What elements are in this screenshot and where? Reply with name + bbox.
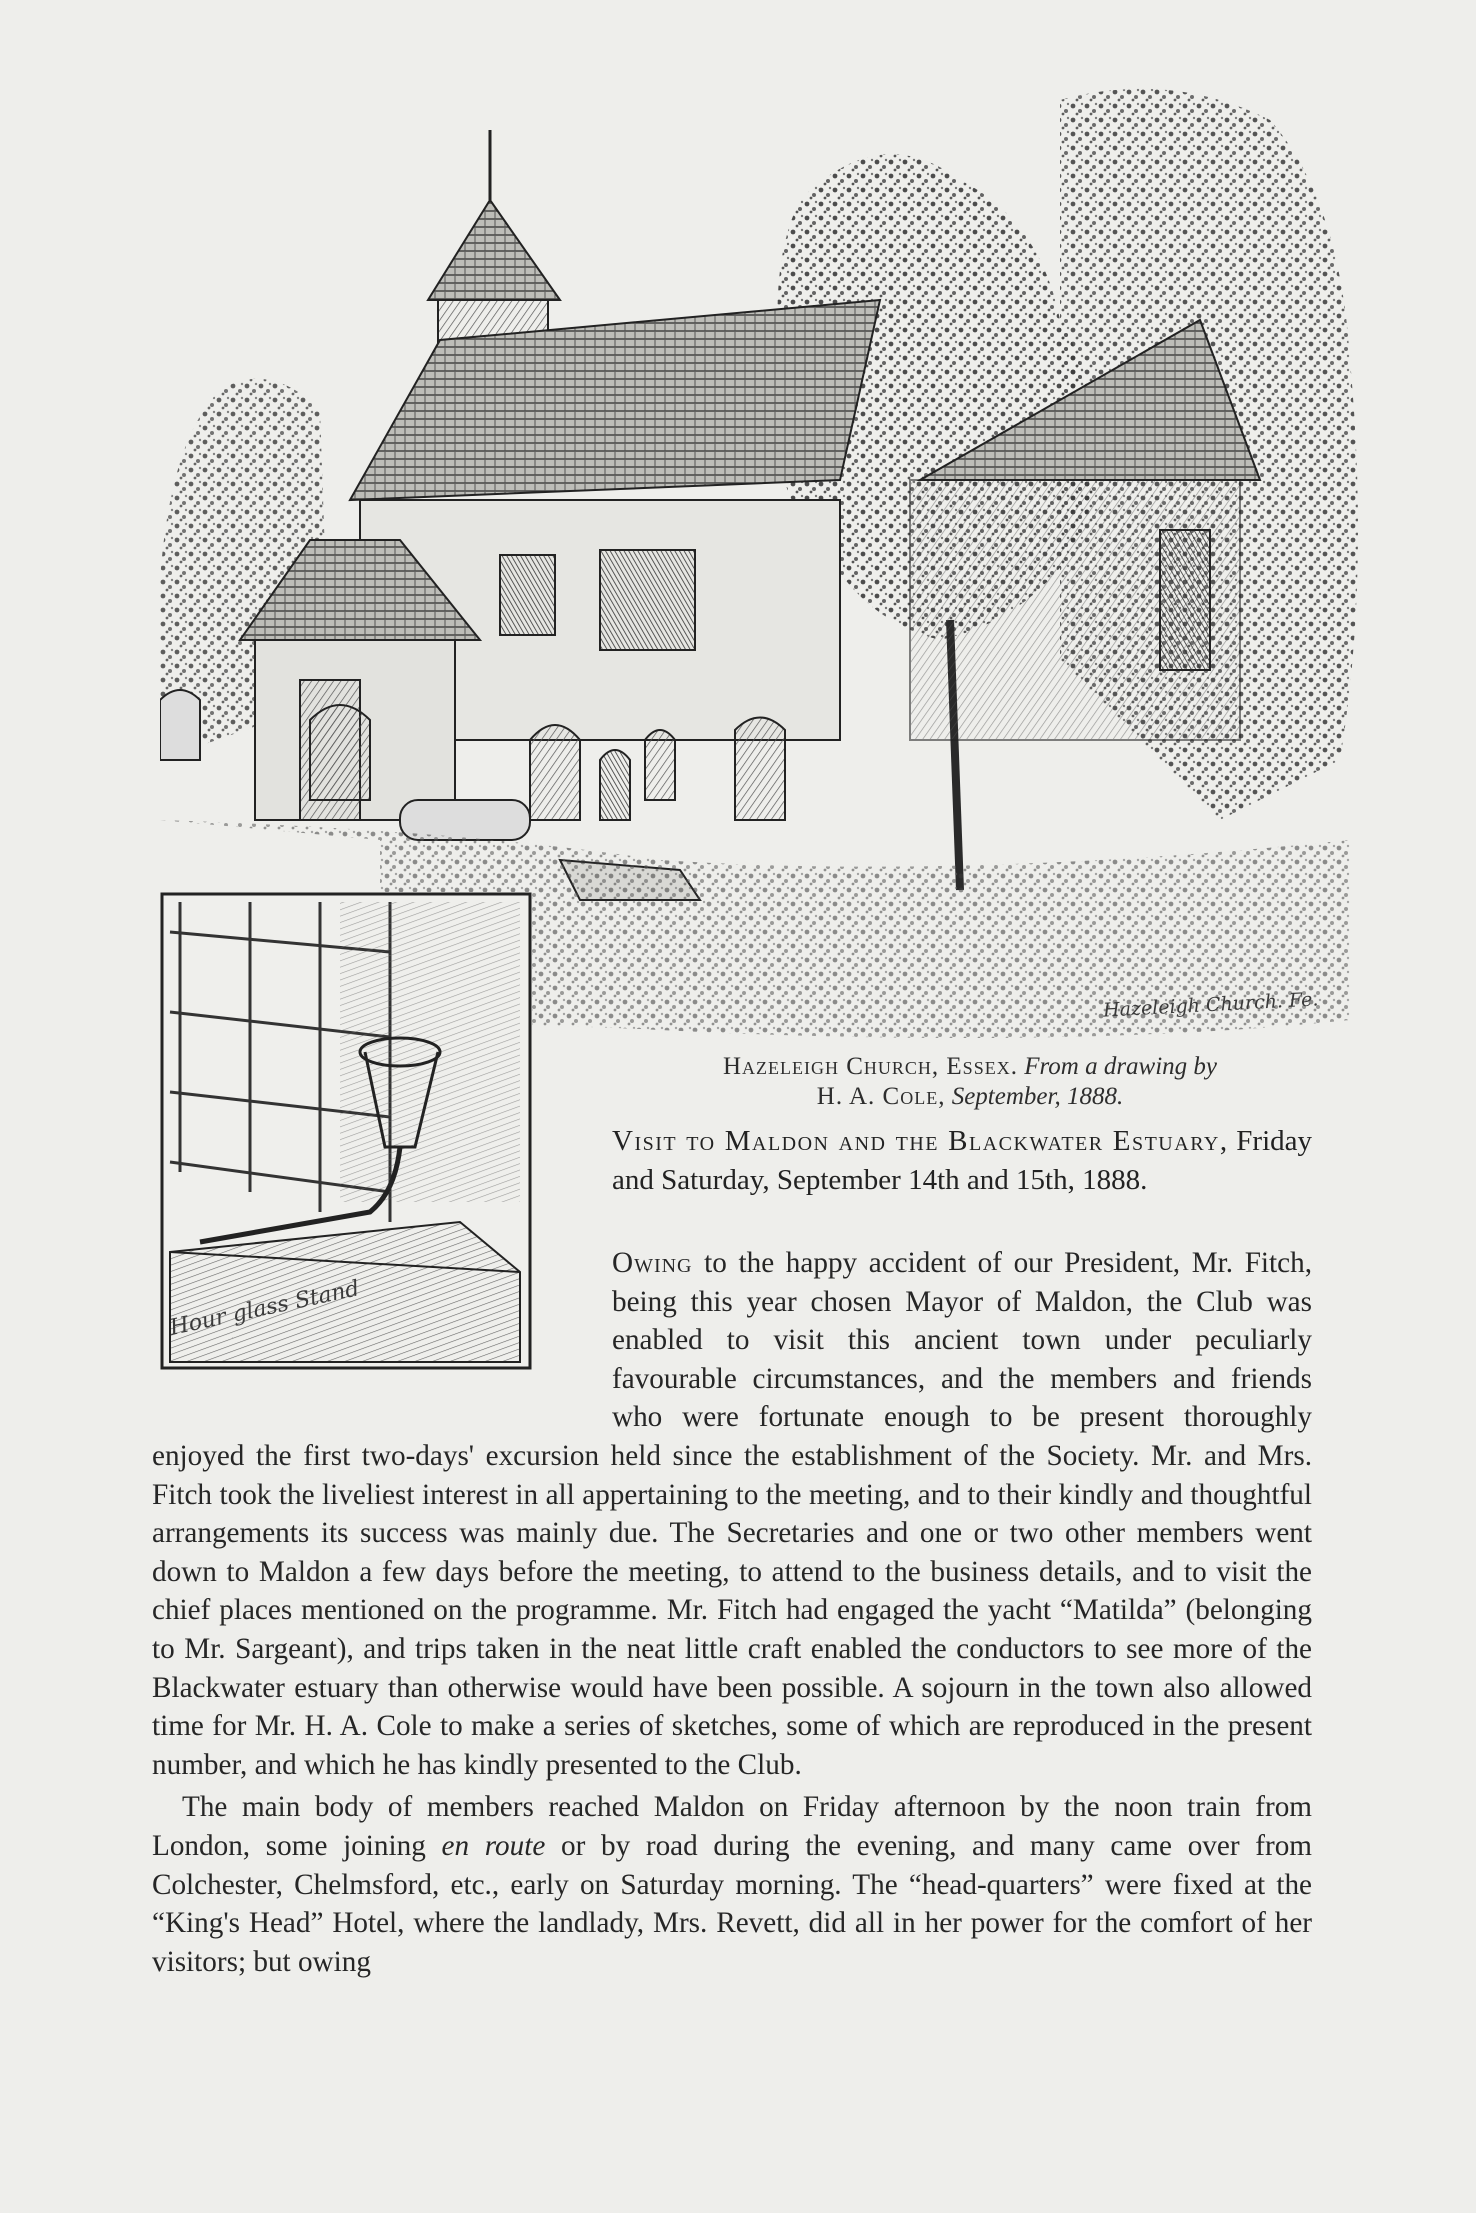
paragraph-2-text-b: or by road during the evening, and many came over from Colchester, Chelmsford, etc., early on Saturday morning. The “head-quarters” were fixed at the “King's Head” Hotel, where the landlady, Mrs. Revett, did all in her power for the comfort of her visitors; but owing bbox=[152, 1829, 1312, 1978]
caption-date: September, 1888. bbox=[951, 1083, 1124, 1110]
paragraph-2-text-a: The main body of members reached Maldon on Friday afternoon by the noon train from London, some joining bbox=[152, 1791, 1312, 1862]
paragraph-1-text: to the happy accident of our President, Mr. Fitch, being this year chosen Mayor of Maldon, the Club was enabled to visit this ancient town under peculiarly favourable circumstances, and the members and friends who were fortunate enough to be present thoroughly enjoyed the first two-days' excursion held since the establishment of the Society. Mr. and Mrs. Fitch took the liveliest interest in all appertaining to the meeting, and to their kindly and thoughtful arrangements its success was mainly due. The Secretaries and one or two other members went down to Maldon a few days before the meeting, to attend to the business details, and to visit the chief places mentioned on the programme. Mr. Fitch had engaged the yacht “Matilda” (belonging to Mr. Sargeant), and trips taken in the neat little craft enabled the conductors to see more of the Blackwater estuary than otherwise would have been possible. A sojourn in the town also allowed time for Mr. H. A. Cole to make a series of sketches, some of which are reproduced in the present number, and which he has kindly presented to the Club. bbox=[152, 1247, 1312, 1781]
figure-caption bbox=[620, 1052, 1320, 1112]
inset-wrap-spacer bbox=[152, 1244, 612, 1434]
paragraph-2 bbox=[152, 1788, 1312, 1981]
caption-artist: H. A. Cole, bbox=[816, 1083, 946, 1110]
heading-title: Visit to Maldon and the Blackwater Estuary, bbox=[612, 1125, 1229, 1157]
heading-dates: Friday and Saturday, September 14th and 15th, 1888. bbox=[612, 1125, 1313, 1196]
artist-signature: Hazeleigh Church. Fe. bbox=[1102, 988, 1319, 1022]
caption-line-2 bbox=[620, 1082, 1320, 1112]
paragraph-1-lead: Owing bbox=[612, 1247, 693, 1279]
paragraph-2-italic: en route bbox=[441, 1829, 546, 1862]
caption-title: Hazeleigh Church, Essex. bbox=[722, 1053, 1018, 1080]
article-body bbox=[152, 1244, 1312, 1981]
caption-credit: From a drawing by bbox=[1024, 1053, 1218, 1080]
section-heading bbox=[612, 1122, 1312, 1200]
caption-line-1 bbox=[620, 1052, 1320, 1082]
inset-sketch-label: Hour glass Stand bbox=[167, 1276, 362, 1341]
